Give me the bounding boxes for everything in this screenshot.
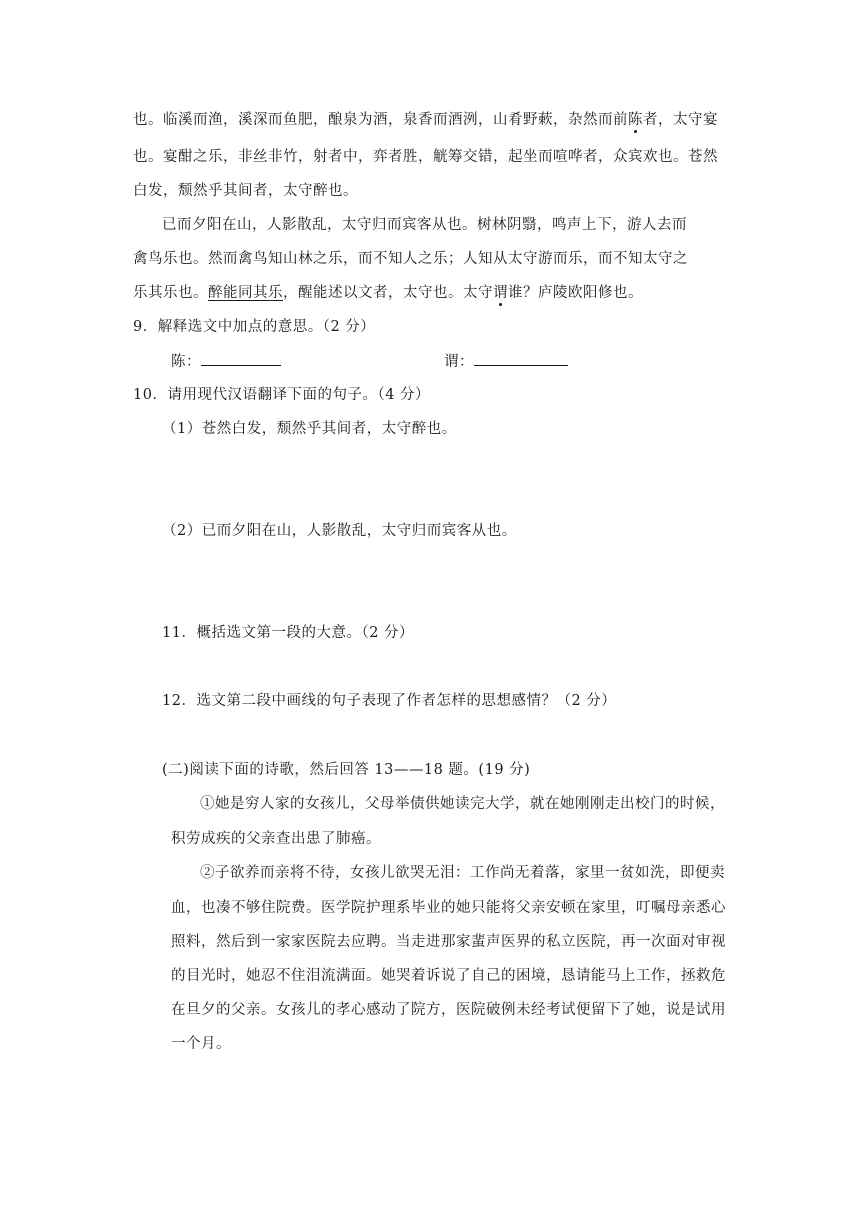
question-10-1: （1）苍然白发，颓然乎其间者，太守醉也。 [162,421,457,437]
passage-line: 已而夕阳在山，人影散乱，太守归而宾客从也。树林阴翳，鸣声上下，游人去而 [162,217,687,233]
answer-blank[interactable] [474,351,568,366]
story-line: ①她是穷人家的女孩儿，父母举债供她读完大学，就在她刚刚走出校门的时候， [200,796,725,812]
passage-line: 禽鸟乐也。然而禽鸟知山林之乐，而不知人之乐；人知从太守游而乐，而不知太守之 [133,251,688,267]
text-span: 乐其乐也。 [133,285,208,301]
question-9: 9．解释选文中加点的意思。（2 分） [133,319,376,335]
question-10-2: （2）已而夕阳在山，人影散乱，太守归而宾客从也。 [162,523,517,539]
passage-line [133,283,643,303]
question-11: 11．概括选文第一段的大意。（2 分） [162,625,415,641]
story-line: 一个月。 [171,1036,231,1052]
question-10: 10．请用现代汉语翻译下面的句子。（4 分） [133,387,431,403]
passage-line: 也。宴酣之乐，非丝非竹，射者中，弈者胜，觥筹交错，起坐而喧哗者，众宾欢也。苍然 [133,149,718,165]
underlined-sentence: 醉能同其乐 [208,285,283,301]
answer-label: 谓： [444,354,474,370]
answer-line-chen [171,351,281,372]
answer-line-wei [444,351,568,372]
text-span: 者，太守宴 [643,112,718,128]
story-line: 的目光时，她忍不住泪流满面。她哭着诉说了自己的困境，恳请能马上工作，拯救危 [171,968,726,984]
text-span: ，醒能述以文者，太守也。太守 [283,285,493,301]
passage-line [133,110,718,130]
story-line: 照料，然后到一家家医院去应聘。当走进那家蜚声医界的私立医院，再一次面对审视 [171,934,726,950]
dotted-char-chen: 陈 [628,112,643,128]
passage-line: 白发，颓然乎其间者，太守醉也。 [133,183,358,199]
question-12: 12．选文第二段中画线的句子表现了作者怎样的思想感情？（2 分） [162,693,617,709]
answer-label: 陈： [171,354,201,370]
dotted-char-wei: 谓 [493,285,508,301]
text-span: 谁？庐陵欧阳修也。 [508,285,643,301]
story-line: 积劳成疾的父亲查出患了肺癌。 [171,831,381,847]
story-line: 在旦夕的父亲。女孩儿的孝心感动了院方，医院破例未经考试便留下了她，说是试用 [171,1002,726,1018]
answer-blank[interactable] [201,351,281,366]
text-span: 也。临溪而渔，溪深而鱼肥，酿泉为酒，泉香而酒洌，山肴野蔌，杂然而前 [133,112,628,128]
story-line: 血，也凑不够住院费。医学院护理系毕业的她只能将父亲安顿在家里，叮嘱母亲悉心 [171,900,726,916]
story-line: ②子欲养而亲将不待，女孩儿欲哭无泪：工作尚无着落，家里一贫如洗，即便卖 [200,865,725,881]
section-2-heading: (二)阅读下面的诗歌，然后回答 13——18 题。(19 分) [162,762,531,778]
